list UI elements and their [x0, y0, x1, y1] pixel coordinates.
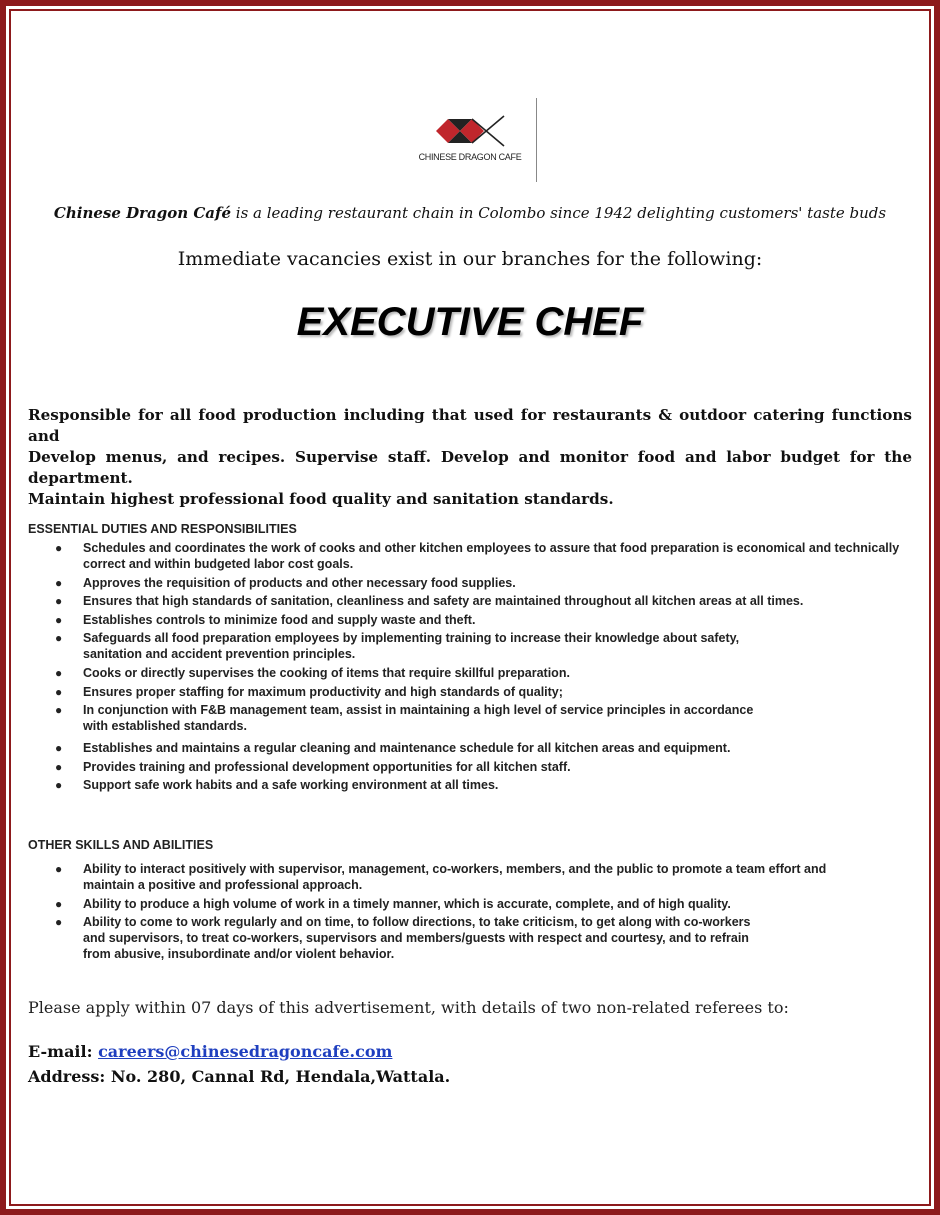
list-item: ● In conjunction with F&B management team, assist in maintaining a high level of service principles in accordance with established standards.	[55, 703, 754, 734]
bullet-icon: ●	[55, 778, 63, 793]
skills-list	[55, 861, 915, 965]
summary-line: Develop menus, and recipes. Supervise staff. Develop and monitor food and labor budget for the department.	[28, 448, 912, 487]
bullet-icon: ●	[55, 759, 63, 774]
apply-instructions: Please apply within 07 days of this advertisement, with details of two non-related referees to:	[28, 998, 789, 1017]
list-item: ● Establishes and maintains a regular cleaning and maintenance schedule for all kitchen areas and equipment.	[55, 741, 731, 756]
list-item: ● Provides training and professional development opportunities for all kitchen staff.	[55, 759, 571, 774]
fish-icon	[434, 114, 506, 148]
summary-line: Maintain highest professional food quality and sanitation standards.	[28, 490, 614, 508]
bullet-icon: ●	[55, 594, 63, 609]
bullet-icon: ●	[55, 665, 63, 680]
list-item: ● Ability to come to work regularly and on time, to follow directions, to take criticism, to get along with co-workers and supervisors, to treat co-workers, supervisors and members/guests with respect and courtesy, and to refrain from abusive, insubordinate and/or violent behavior.	[55, 915, 751, 962]
vacancies-text: Immediate vacancies exist in our branches for the following:	[177, 248, 763, 270]
email-label: E-mail:	[28, 1042, 99, 1061]
job-summary	[28, 405, 912, 510]
list-item: ● Support safe work habits and a safe working environment at all times.	[55, 778, 499, 793]
logo-text: CHINESE DRAGON CAFE	[418, 152, 522, 162]
bullet-icon: ●	[55, 896, 63, 911]
list-item: ● Approves the requisition of products and other necessary food supplies.	[55, 575, 516, 590]
list-item: ● Schedules and coordinates the work of cooks and other kitchen employees to assure that food preparation is economical and technically correct and within budgeted labor cost goals.	[55, 541, 900, 571]
list-item: ● Establishes controls to minimize food and supply waste and theft.	[55, 612, 476, 627]
job-title: EXECUTIVE CHEF	[296, 300, 644, 344]
summary-line: Responsible for all food production including that used for restaurants & outdoor catering functions and	[28, 406, 912, 445]
company-logo	[408, 98, 540, 182]
bullet-icon: ●	[55, 631, 63, 646]
tagline	[20, 204, 920, 222]
bullet-icon: ●	[55, 703, 63, 718]
list-item: ● Ability to interact positively with supervisor, management, co-workers, members, and the public to promote a team effort and maintain a positive and professional approach.	[55, 862, 827, 892]
bullet-icon: ●	[55, 541, 63, 555]
list-item: ● Cooks or directly supervises the cooking of items that require skillful preparation.	[55, 665, 570, 680]
list-item: ● Ensures proper staffing for maximum productivity and high standards of quality;	[55, 684, 563, 699]
skills-heading: OTHER SKILLS AND ABILITIES	[28, 838, 214, 852]
tagline-brand: Chinese Dragon Café	[53, 204, 232, 222]
tagline-text: is a leading restaurant chain in Colombo since 1942 delighting customers' taste buds	[231, 204, 887, 222]
bullet-icon: ●	[55, 612, 63, 627]
contact-address: Address: No. 280, Cannal Rd, Hendala,Wattala.	[28, 1067, 451, 1086]
bullet-icon: ●	[55, 684, 63, 699]
bullet-icon: ●	[55, 741, 63, 756]
contact-email	[28, 1042, 908, 1061]
list-item: ● Ensures that high standards of sanitation, cleanliness and safety are maintained throughout all kitchen areas at all times.	[55, 594, 804, 609]
bullet-icon: ●	[55, 862, 63, 876]
duties-list	[55, 540, 915, 796]
logo-divider	[536, 98, 537, 182]
bullet-icon: ●	[55, 575, 63, 590]
list-item: ● Ability to produce a high volume of work in a timely manner, which is accurate, complete, and of high quality.	[55, 896, 731, 911]
bullet-icon: ●	[55, 915, 63, 930]
duties-heading: ESSENTIAL DUTIES AND RESPONSIBILITIES	[28, 522, 297, 536]
list-item: ● Safeguards all food preparation employees by implementing training to increase their knowledge about safety, sanitation and accident prevention principles.	[55, 631, 740, 662]
email-link[interactable]: careers@chinesedragoncafe.com	[98, 1042, 393, 1061]
